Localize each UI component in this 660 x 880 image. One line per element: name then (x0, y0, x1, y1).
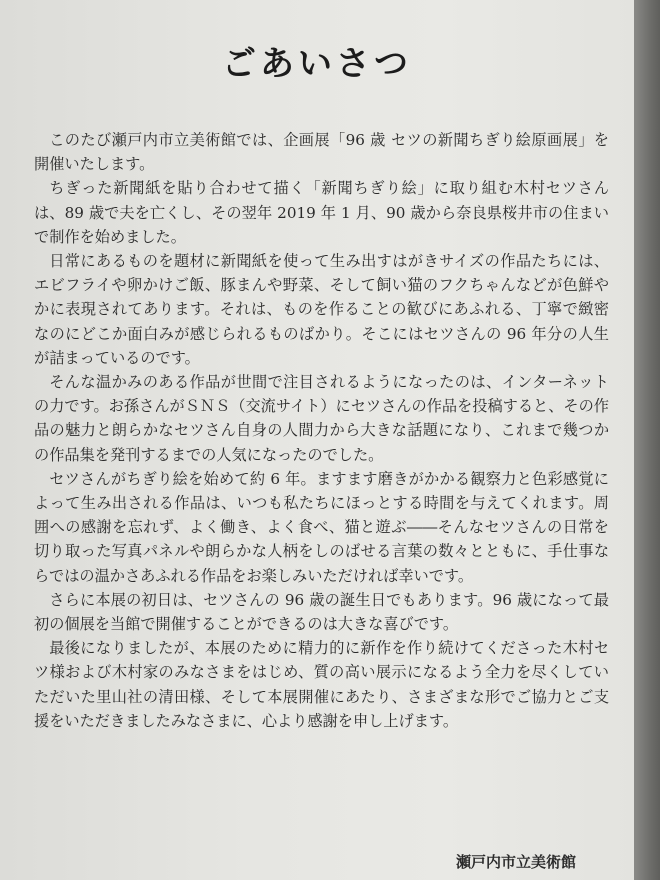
paragraph-2: ちぎった新聞紙を貼り合わせて描く「新聞ちぎり絵」に取り組む木村セツさんは、89 歳で夫を亡くし、その翌年 2019 年 1 月、90 歳から奈良県桜井市の住まいで制作を始めました。 (34, 179, 609, 246)
page-title: ごあいさつ (222, 44, 412, 84)
paragraph-3: 日常にあるものを題材に新聞紙を使って生み出すはがきサイズの作品たちには、エビフライや卵かけご飯、豚まんや野菜、そして飼い猫のフクちゃんなどが色鮮やかに表現されてあります。それは、ものを作ることの歓びにあふれる、丁寧で緻密なのにどこか面白みが感じられるものばかり。そこにはセツさんの 96 年分の人生が詰まっているのです。 (34, 252, 609, 367)
paragraph-5: セツさんがちぎり絵を始めて約 6 年。ますます磨きがかかる観察力と色彩感覚によって生み出される作品は、いつも私たちにほっとする時間を与えてくれます。周囲への感謝を忘れず、よく働き、よく食べ、猫と遊ぶ――そんなセツさんの日常を切り取った写真パネルや朗らかな人柄をしのばせる言葉の数々とともに、手仕事ならではの温かさあふれる作品をお楽しみいただければ幸いです。 (34, 469, 609, 585)
paragraph-6: さらに本展の初日は、セツさんの 96 歳の誕生日でもあります。96 歳になって最初の個展を当館で開催することができるのは大きな喜びです。 (34, 590, 609, 634)
museum-signature: 瀬戸内市立美術館 (455, 853, 576, 871)
wall-edge (634, 0, 660, 880)
greeting-body (34, 128, 609, 733)
paragraph-4: そんな温かみのある作品が世間で注目されるようになったのは、インターネットの力です。お孫さんがＳＮＳ（交流サイト）にセツさんの作品を投稿すると、その作品の魅力と朗らかなセツさん自身の人間力から大きな話題になり、これまで幾つかの作品集を発刊するまでの人気になったのでした。 (34, 373, 609, 464)
paragraph-1: このたび瀬戸内市立美術館では、企画展「96 歳 セツの新聞ちぎり絵原画展」を開催いたします。 (34, 131, 609, 174)
paragraph-7: 最後になりましたが、本展のために精力的に新作を作り続けてくださった木村セツ様および木村家のみなさまをはじめ、質の高い展示になるよう全力を尽くしていただいた里山社の清田様、そして本展開催にあたり、さまざまな形でご協力とご支援をいただきましたみなさまに、心より感謝を申し上げます。 (34, 639, 609, 730)
